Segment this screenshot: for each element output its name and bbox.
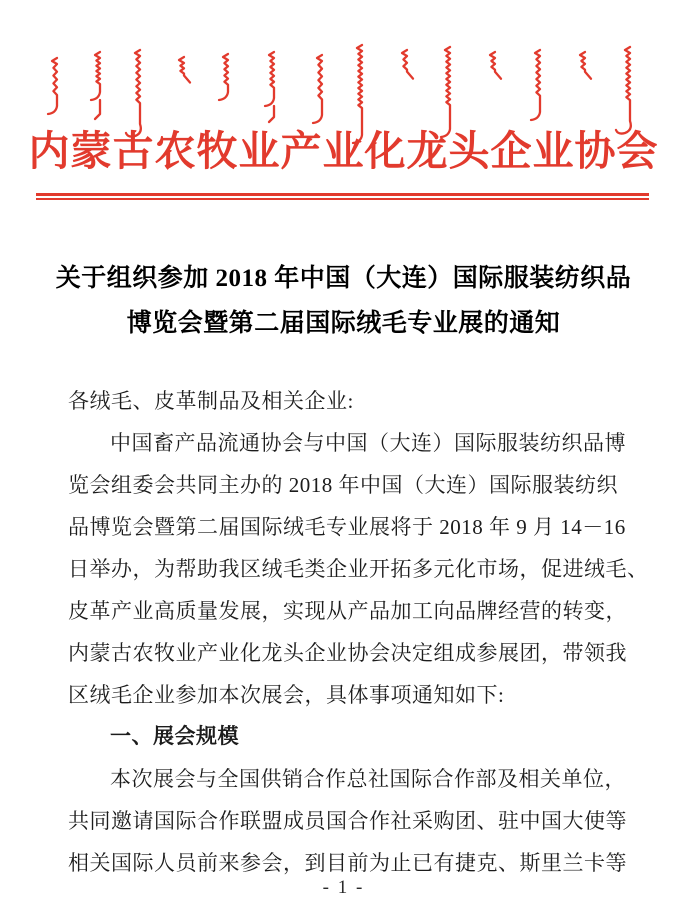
body-line: 共同邀请国际合作联盟成员国合作社采购团、驻中国大使等 bbox=[68, 809, 627, 833]
body-line: 区绒毛企业参加本次展会，具体事项通知如下: bbox=[68, 683, 505, 707]
body-line: 各绒毛、皮革制品及相关企业: bbox=[68, 389, 354, 413]
body-line: 品博览会暨第二届国际绒毛专业展将于 2018 年 9 月 14－16 bbox=[68, 515, 626, 539]
body-line: 内蒙古农牧业产业化龙头企业协会决定组成参展团，带领我 bbox=[68, 641, 627, 665]
document-title-line1: 关于组织参加 2018 年中国（大连）国际服装纺织品 bbox=[55, 265, 632, 292]
letterhead-divider bbox=[36, 193, 649, 200]
body-line: 中国畜产品流通协会与中国（大连）国际服装纺织品博 bbox=[110, 431, 626, 455]
section-heading: 一、展会规模 bbox=[110, 725, 239, 748]
document-title bbox=[20, 256, 667, 346]
divider-thick-line bbox=[36, 193, 649, 196]
org-name: 内蒙古农牧业产业化龙头企业协会 bbox=[28, 128, 659, 174]
body-line: 皮革产业高质量发展，实现从产品加工向品牌经营的转变， bbox=[68, 599, 627, 623]
body-line: 览会组委会共同主办的 2018 年中国（大连）国际服装纺织 bbox=[68, 473, 618, 497]
document-title-line2: 博览会暨第二届国际绒毛专业展的通知 bbox=[126, 310, 561, 337]
document-body bbox=[68, 380, 649, 884]
body-line: 相关国际人员前来参会，到目前为止已有捷克、斯里兰卡等 bbox=[68, 851, 627, 875]
page-number: - 1 - bbox=[322, 877, 365, 898]
body-line: 本次展会与全国供销合作总社国际合作部及相关单位， bbox=[110, 767, 626, 791]
divider-thin-line bbox=[36, 198, 649, 200]
body-line: 日举办，为帮助我区绒毛类企业开拓多元化市场，促进绒毛、 bbox=[68, 557, 649, 581]
